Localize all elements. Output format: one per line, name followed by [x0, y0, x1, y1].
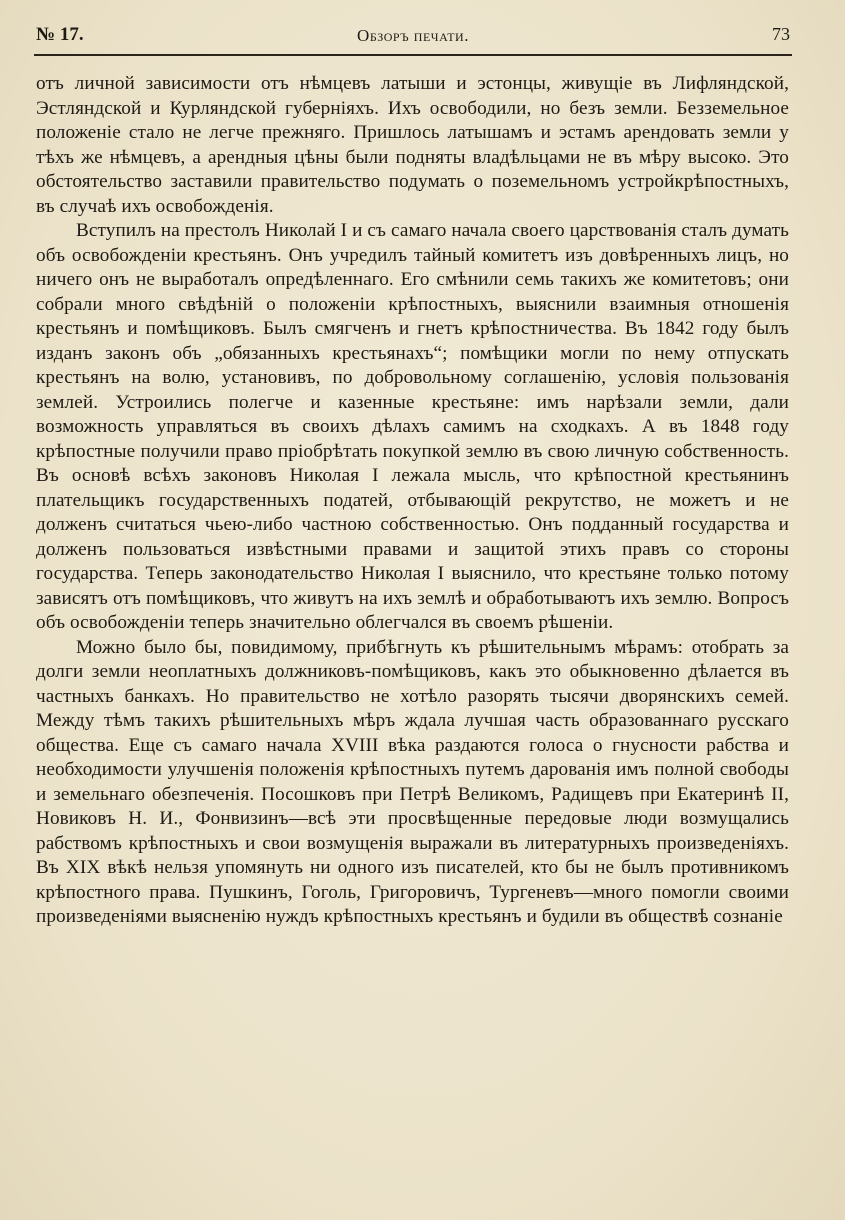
running-header: [36, 18, 790, 50]
paragraph-2: Вступилъ на престолъ Николай I и съ самаго начала своего царствованія сталъ думать объ освобожденіи крестьянъ. Онъ учредилъ тайный комитетъ изъ довѣренныхъ лицъ, но ничего онъ не выработалъ опредѣленнаго. Его смѣнили семь такихъ же комитетовъ; они собрали много свѣдѣній о положеніи крѣпостныхъ, выяснили взаимныя отношенія крестьянъ и помѣщиковъ. Былъ смягченъ и гнетъ крѣпостничества. Въ 1842 году былъ изданъ законъ объ „обязанныхъ крестьянахъ“; помѣщики могли по нему отпускать крестьянъ на волю, установивъ, по добровольному соглашенію, условія пользованія землей. Устроились полегче и казенные крестьяне: имъ нарѣзали земли, дали возможность управляться въ своихъ дѣлахъ самимъ на сходкахъ. А въ 1848 году крѣпостные получили право пріобрѣтать покупкой землю въ свою личную собственность. Въ основѣ всѣхъ законовъ Николая I лежала мысль, что крѣпостной крестьянинъ плательщикъ государственныхъ податей, отбывающій рекрутство, не можетъ и не долженъ считаться чьею-либо частною собственностью. Онъ подданный государства и долженъ пользоваться извѣстными правами и защитой этихъ правъ со стороны государства. Теперь законодательство Николая I выяснило, что крестьяне только потому зависятъ отъ помѣщиковъ, что живутъ на ихъ землѣ и обработываютъ ихъ землю. Вопросъ объ освобожденіи теперь значительно облегчался въ своемъ рѣшеніи.: [36, 220, 789, 633]
running-title: Обзоръ печати.: [357, 26, 469, 45]
issue-number: № 17.: [36, 24, 84, 45]
header-rule: [34, 54, 792, 56]
paragraph-1: отъ личной зависимости отъ нѣмцевъ латыши и эстонцы, живущіе въ Лифляндской, Эстляндской и Курляндской губерніяхъ. Ихъ освободили, но безъ земли. Беззeмельное положеніе стало не легче прежняго. Пришлось латышамъ и эстамъ арендовать земли у тѣхъ же нѣмцевъ, а арендныя цѣны были подняты владѣльцами не въ мѣру высоко. Это обстоятельство заставили правительство подумать о поземельномъ устройкрѣпостныхъ, въ случаѣ ихъ освобожденія.: [36, 73, 789, 217]
page-number: 73: [772, 24, 790, 44]
body-text: [36, 72, 789, 930]
paragraph-3: Можно было бы, повидимому, прибѣгнуть къ рѣшительнымъ мѣрамъ: отобрать за долги земли неоплатныхъ должниковъ-помѣщиковъ, какъ это обыкновенно дѣлается въ частныхъ банкахъ. Но правительство не хотѣло разорять тысячи дворянскихъ семей. Между тѣмъ такихъ рѣшительныхъ мѣръ ждала лучшая часть образованнаго русскаго общества. Еще съ самаго начала XVIII вѣка раздаются голоса о гнусности рабства и необходимости улучшенія положенія крѣпостныхъ путемъ дарованія имъ полной свободы и земельнаго обезпеченія. Посошковъ при Петрѣ Великомъ, Радищевъ при Екатеринѣ II, Новиковъ Н. И., Фонвизинъ—всѣ эти просвѣщенные передовые люди возмущались рабствомъ крѣпостныхъ и свои возмущенія выражали въ литературныхъ произведеніяхъ. Въ XIX вѣкѣ нельзя упомянуть ни одного изъ писателей, кто бы не былъ противникомъ крѣпостного права. Пушкинъ, Гоголь, Григоровичъ, Тургеневъ—много помогли своими произведеніями выясненію нуждъ крѣпостныхъ крестьянъ и будили въ обществѣ сознаніе: [36, 636, 789, 927]
